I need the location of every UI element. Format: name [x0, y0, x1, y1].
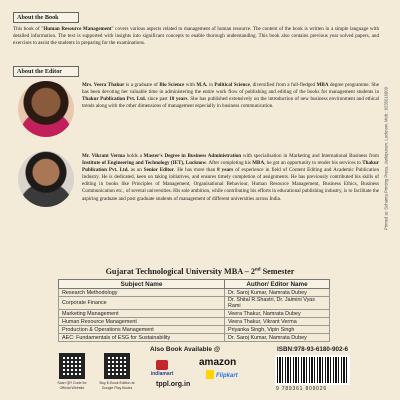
barcode-icon	[275, 355, 350, 385]
isbn-text: ISBN:978-93-6180-902-6	[277, 346, 349, 353]
table-row: Human Resource Management Veera Thakur, Vikrant Verma	[59, 318, 330, 326]
about-book-heading: About the Book	[13, 12, 79, 23]
editor2-photo	[18, 151, 74, 207]
amazon-logo[interactable]: amazon	[199, 357, 237, 368]
about-book-text: This book of "Human Resource Management" covers various aspects related to management of human resource. The content of the book is written in a simple language with detailed information. The text is supported with insights into significant concepts to enable thorough understanding. This book also contains previous year solved papers, and exercises to assist the students in preparing for the examinations.	[13, 26, 379, 47]
website-qr-caption: Scan QR Code for Official Website	[57, 381, 87, 390]
flipkart-icon	[206, 370, 214, 379]
website-link[interactable]: tppl.org.in	[156, 381, 191, 388]
ebook-qr-caption: Buy E-Book Edition at Google Play Books	[99, 381, 135, 390]
table-title: Gujarat Technological University MBA – 2nd Semester	[105, 267, 295, 276]
website-qr-icon[interactable]	[59, 353, 85, 379]
table-row: Research Methodology Dr. Saroj Kumar, Namrata Dubey	[59, 289, 330, 297]
indiamart-logo[interactable]: indiamart	[147, 360, 177, 377]
ebook-qr-icon[interactable]	[104, 353, 130, 379]
indiamart-icon	[156, 360, 168, 370]
table-row: Marketing Management Veera Thakur, Namrata Dubey	[59, 310, 330, 318]
barcode-digits: 9 789361 809026	[276, 386, 327, 392]
editor1-photo	[18, 81, 74, 137]
table-header-author: Author/ Editor Name	[225, 280, 330, 289]
table-row: AEC: Fundamentals of ESG for Sustainability Dr. Saroj Kumar, Namrata Dubey	[59, 334, 330, 342]
about-editor-heading: About the Editor	[13, 66, 79, 77]
editor1-bio: Mrs. Veera Thakur is a graduate of Bio Science with M.A. in Political Science, diversified from a full-fledged MBA degree programme. She has been devoting her valuable time in administering the entire work flow of publishing and editing of the books for management students in Thakur Publication Pvt. Ltd. since past 18 years. She has published extensively on the introduction of new business environment and ethical trends along with the other dimensions of management especially in business communication.	[82, 82, 379, 110]
table-header-row	[59, 280, 330, 289]
editor2-bio-top: Mr. Vikrant Verma holds a Master's Degree in Business Administration with specialisation in Marketing and International Business from Institute of Engineering and Technology (IET), Lucknow. After completing his MBA, he got an opportunity to render his services to Thakur Publication Pvt. Ltd. as an Senior Editor. He has more than 8 years of experience in field of Content Editing and Academic Publication Industry. He is dedicated, keen on taking initiatives, and ensures timely completion of assignments. He has previously contributed his skills of editing in books like Principles of Management, Organisational Behaviour, Human Resource Management, Business Ethics, Business Communication etc., of several universities. His sole ambition, while contributing his efforts in educational publishing industry, is to facilitate the aspiring graduate and post graduate students of management of different universities across India.	[82, 153, 380, 202]
table-header-subject: Subject Name	[59, 280, 225, 289]
also-available-label: Also Book Available @	[150, 346, 221, 353]
printer-side-text: Printed at: Sohanta Printing Press, Jankipuram, Lucknow, Mob.: 9235016809	[383, 87, 389, 230]
flipkart-logo[interactable]: Flipkart	[206, 370, 238, 379]
subject-table	[58, 279, 330, 342]
table-row: Production & Operations Management Priyanka Singh, Vipin Singh	[59, 326, 330, 334]
table-row: Corporate Finance Dr. Shital R.Shastri, Dr. Jaimini Vyas Rami	[59, 297, 330, 310]
